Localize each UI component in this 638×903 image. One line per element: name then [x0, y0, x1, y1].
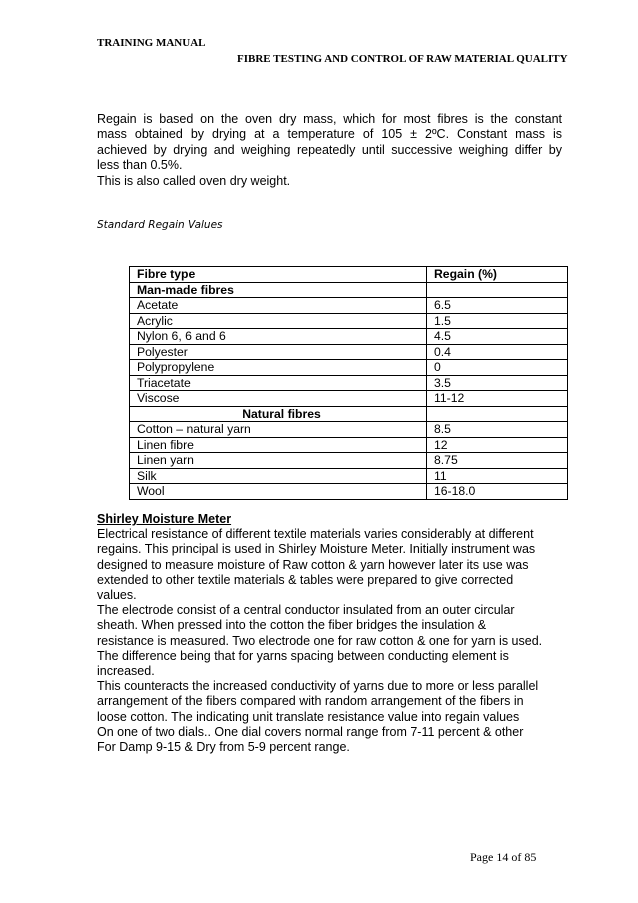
fibre-name-cell: Wool [130, 484, 427, 500]
fibre-name-cell: Linen yarn [130, 453, 427, 469]
header-regain: Regain (%) [427, 267, 568, 283]
table-row [130, 313, 568, 329]
regain-value-cell: 0 [427, 360, 568, 376]
fibre-name-cell: Polypropylene [130, 360, 427, 376]
table-row [130, 422, 568, 438]
shirley-line: For Damp 9-15 & Dry from 5-9 percent range. [97, 740, 350, 755]
fibre-name-cell: Viscose [130, 391, 427, 407]
regain-value-cell: 16-18.0 [427, 484, 568, 500]
header-manual-label: TRAINING MANUAL [97, 37, 206, 49]
table-row [130, 437, 568, 453]
shirley-line: arrangement of the fibers compared with random arrangement of the fibers in [97, 694, 524, 709]
regain-value-cell: 11 [427, 468, 568, 484]
fibre-name-cell: Polyester [130, 344, 427, 360]
table-row [130, 329, 568, 345]
table-header-row [130, 267, 568, 283]
fibre-name-cell: Silk [130, 468, 427, 484]
shirley-line: The electrode consist of a central conductor insulated from an outer circular [97, 603, 515, 618]
shirley-title: Shirley Moisture Meter [97, 512, 232, 526]
intro-paragraph [97, 112, 562, 189]
shirley-line: On one of two dials.. One dial covers normal range from 7-11 percent & other [97, 724, 524, 739]
fibre-name-cell: Triacetate [130, 375, 427, 391]
table-row [130, 484, 568, 500]
regain-value-cell: 12 [427, 437, 568, 453]
table-row [130, 468, 568, 484]
regain-value-cell: 8.5 [427, 422, 568, 438]
regain-value-cell: 11-12 [427, 391, 568, 407]
header-fibre-type: Fibre type [130, 267, 427, 283]
intro-note: This is also called oven dry weight. [97, 173, 291, 188]
table-row [130, 375, 568, 391]
page-number: Page 14 of 85 [470, 850, 537, 864]
intro-line: achieved by drying and weighing repeatedly until successive weighing differ by [97, 142, 562, 157]
shirley-line: values. [97, 588, 137, 603]
regain-value-cell: 6.5 [427, 298, 568, 314]
intro-line: Regain is based on the oven dry mass, which for most fibres is the constant [97, 112, 562, 126]
group-empty-cell [427, 406, 568, 422]
regain-value-cell: 1.5 [427, 313, 568, 329]
fibre-name-cell: Acrylic [130, 313, 427, 329]
shirley-line: extended to other textile materials & tables were prepared to give corrected [97, 572, 514, 587]
group-label-natural: Natural fibres [130, 406, 427, 422]
intro-line: less than 0.5%. [97, 158, 183, 173]
group-label-manmade: Man-made fibres [130, 282, 427, 298]
section-title: Standard Regain Values [97, 219, 223, 231]
shirley-line: loose cotton. The indicating unit translate resistance value into regain values [97, 709, 520, 724]
group-row-natural [130, 406, 568, 422]
table-row [130, 344, 568, 360]
shirley-line: This counteracts the increased conductivity of yarns due to more or less parallel [97, 679, 539, 694]
shirley-body [97, 527, 567, 755]
regain-value-cell: 0.4 [427, 344, 568, 360]
table-row [130, 391, 568, 407]
shirley-line: increased. [97, 664, 155, 679]
group-empty-cell [427, 282, 568, 298]
regain-table-body [130, 267, 568, 500]
header-document-title: FIBRE TESTING AND CONTROL OF RAW MATERIAL QUALITY [237, 53, 568, 65]
shirley-line: resistance is measured. Two electrode one for raw cotton & one for yarn is used. [97, 633, 543, 648]
shirley-line: Electrical resistance of different textile materials varies considerably at different [97, 527, 534, 542]
shirley-line: The difference being that for yarns spacing between conducting element is [97, 648, 509, 663]
fibre-name-cell: Linen fibre [130, 437, 427, 453]
table-row [130, 298, 568, 314]
regain-value-cell: 8.75 [427, 453, 568, 469]
shirley-section [97, 512, 567, 755]
table-row [130, 453, 568, 469]
shirley-line: regains. This principal is used in Shirley Moisture Meter. Initially instrument was [97, 542, 536, 557]
table-row [130, 360, 568, 376]
shirley-line: sheath. When pressed into the cotton the fiber bridges the insulation & [97, 618, 487, 633]
regain-table [129, 266, 568, 500]
fibre-name-cell: Cotton – natural yarn [130, 422, 427, 438]
regain-value-cell: 4.5 [427, 329, 568, 345]
fibre-name-cell: Nylon 6, 6 and 6 [130, 329, 427, 345]
shirley-line: designed to measure moisture of Raw cotton & yarn however later its use was [97, 557, 529, 572]
regain-value-cell: 3.5 [427, 375, 568, 391]
fibre-name-cell: Acetate [130, 298, 427, 314]
intro-line: mass obtained by drying at a temperature of 105 ± 2ºC. Constant mass is [97, 127, 562, 142]
group-row-manmade [130, 282, 568, 298]
